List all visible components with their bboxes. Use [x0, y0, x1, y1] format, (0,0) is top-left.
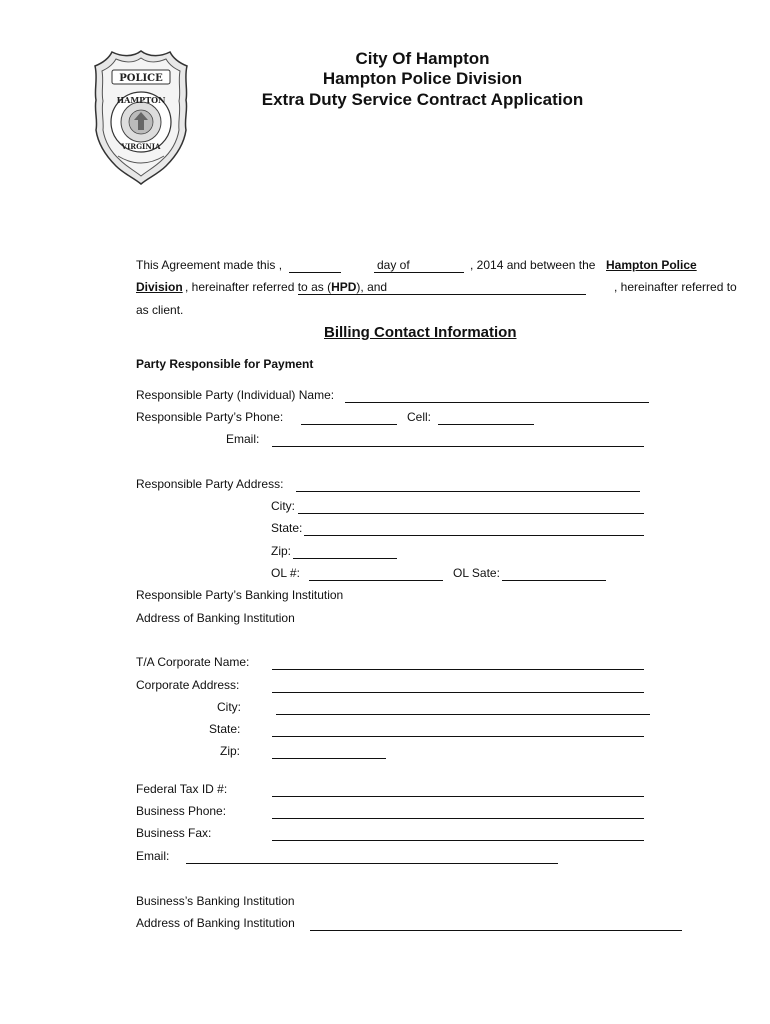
label-corp-name: T/A Corporate Name: — [136, 655, 250, 669]
billing-subtitle: Party Responsible for Payment — [136, 357, 314, 371]
label-ol-state: OL Sate: — [453, 566, 500, 580]
label-corp-address: Corporate Address: — [136, 678, 240, 692]
label-business-bank-address: Address of Banking Institution — [136, 916, 295, 930]
label-business-fax: Business Fax: — [136, 826, 212, 840]
label-city: City: — [271, 499, 295, 513]
field-city[interactable] — [298, 513, 644, 514]
label-zip: Zip: — [271, 544, 292, 558]
field-zip[interactable] — [293, 558, 397, 559]
agreement-part1: This Agreement made this , — [136, 258, 283, 272]
field-state[interactable] — [304, 535, 644, 536]
agreement-client-blank[interactable] — [298, 294, 586, 295]
field-corp-city[interactable] — [276, 714, 650, 715]
field-cell[interactable] — [438, 424, 534, 425]
field-address[interactable] — [296, 491, 640, 492]
badge-hampton-text: HAMPTON — [116, 95, 166, 105]
field-corp-address[interactable] — [272, 692, 644, 693]
label-email: Email: — [226, 432, 260, 446]
label-address: Responsible Party Address: — [136, 477, 284, 491]
label-business-email: Email: — [136, 849, 170, 863]
label-business-phone: Business Phone: — [136, 804, 227, 818]
label-corp-zip: Zip: — [220, 744, 241, 758]
field-corp-zip[interactable] — [272, 758, 386, 759]
agreement-hpd-name: Hampton Police — [606, 258, 697, 272]
label-ol: OL #: — [271, 566, 300, 580]
field-tax-id[interactable] — [272, 796, 644, 797]
badge-police-text: POLICE — [119, 73, 163, 84]
billing-title: Billing Contact Information — [324, 324, 517, 341]
field-business-bank-address[interactable] — [310, 930, 682, 931]
agreement-part4: , hereinafter referred to as ( — [185, 280, 332, 294]
label-business-bank: Business’s Banking Institution — [136, 894, 295, 908]
agreement-part5: ), and — [356, 280, 388, 294]
title-division: Hampton Police Division — [322, 69, 523, 88]
field-email[interactable] — [272, 446, 644, 447]
field-business-phone[interactable] — [272, 818, 644, 819]
agreement-part4-container — [185, 280, 387, 294]
label-corp-state: State: — [209, 722, 241, 736]
agreement-hpd-name2: Division — [136, 280, 183, 294]
field-responsible-name[interactable] — [345, 402, 649, 403]
title-city: City Of Hampton — [355, 49, 490, 68]
field-ol[interactable] — [309, 580, 443, 581]
agreement-hpd: HPD — [331, 280, 357, 294]
field-phone[interactable] — [301, 424, 397, 425]
field-business-email[interactable] — [186, 863, 558, 864]
field-ol-state[interactable] — [502, 580, 606, 581]
label-responsible-name: Responsible Party (Individual) Name: — [136, 388, 335, 402]
title-application: Extra Duty Service Contract Application — [261, 90, 584, 109]
label-tax-id: Federal Tax ID #: — [136, 782, 228, 796]
label-state: State: — [271, 521, 303, 535]
badge-virginia-text: VIRGINIA — [121, 142, 161, 151]
agreement-month-blank[interactable] — [374, 272, 464, 273]
label-phone: Responsible Party’s Phone: — [136, 410, 284, 424]
field-business-fax[interactable] — [272, 840, 644, 841]
label-corp-city: City: — [217, 700, 241, 714]
field-corp-state[interactable] — [272, 736, 644, 737]
label-bank: Responsible Party’s Banking Institution — [136, 588, 344, 602]
label-cell: Cell: — [407, 410, 432, 424]
agreement-part3: , 2014 and between the — [470, 258, 596, 272]
label-bank-address: Address of Banking Institution — [136, 611, 295, 625]
agreement-part7: as client. — [136, 303, 184, 317]
field-corp-name[interactable] — [272, 669, 644, 670]
agreement-date-blank[interactable] — [289, 272, 341, 273]
agreement-part6: , hereinafter referred to — [614, 280, 737, 294]
agreement-part2: day of — [377, 258, 410, 272]
